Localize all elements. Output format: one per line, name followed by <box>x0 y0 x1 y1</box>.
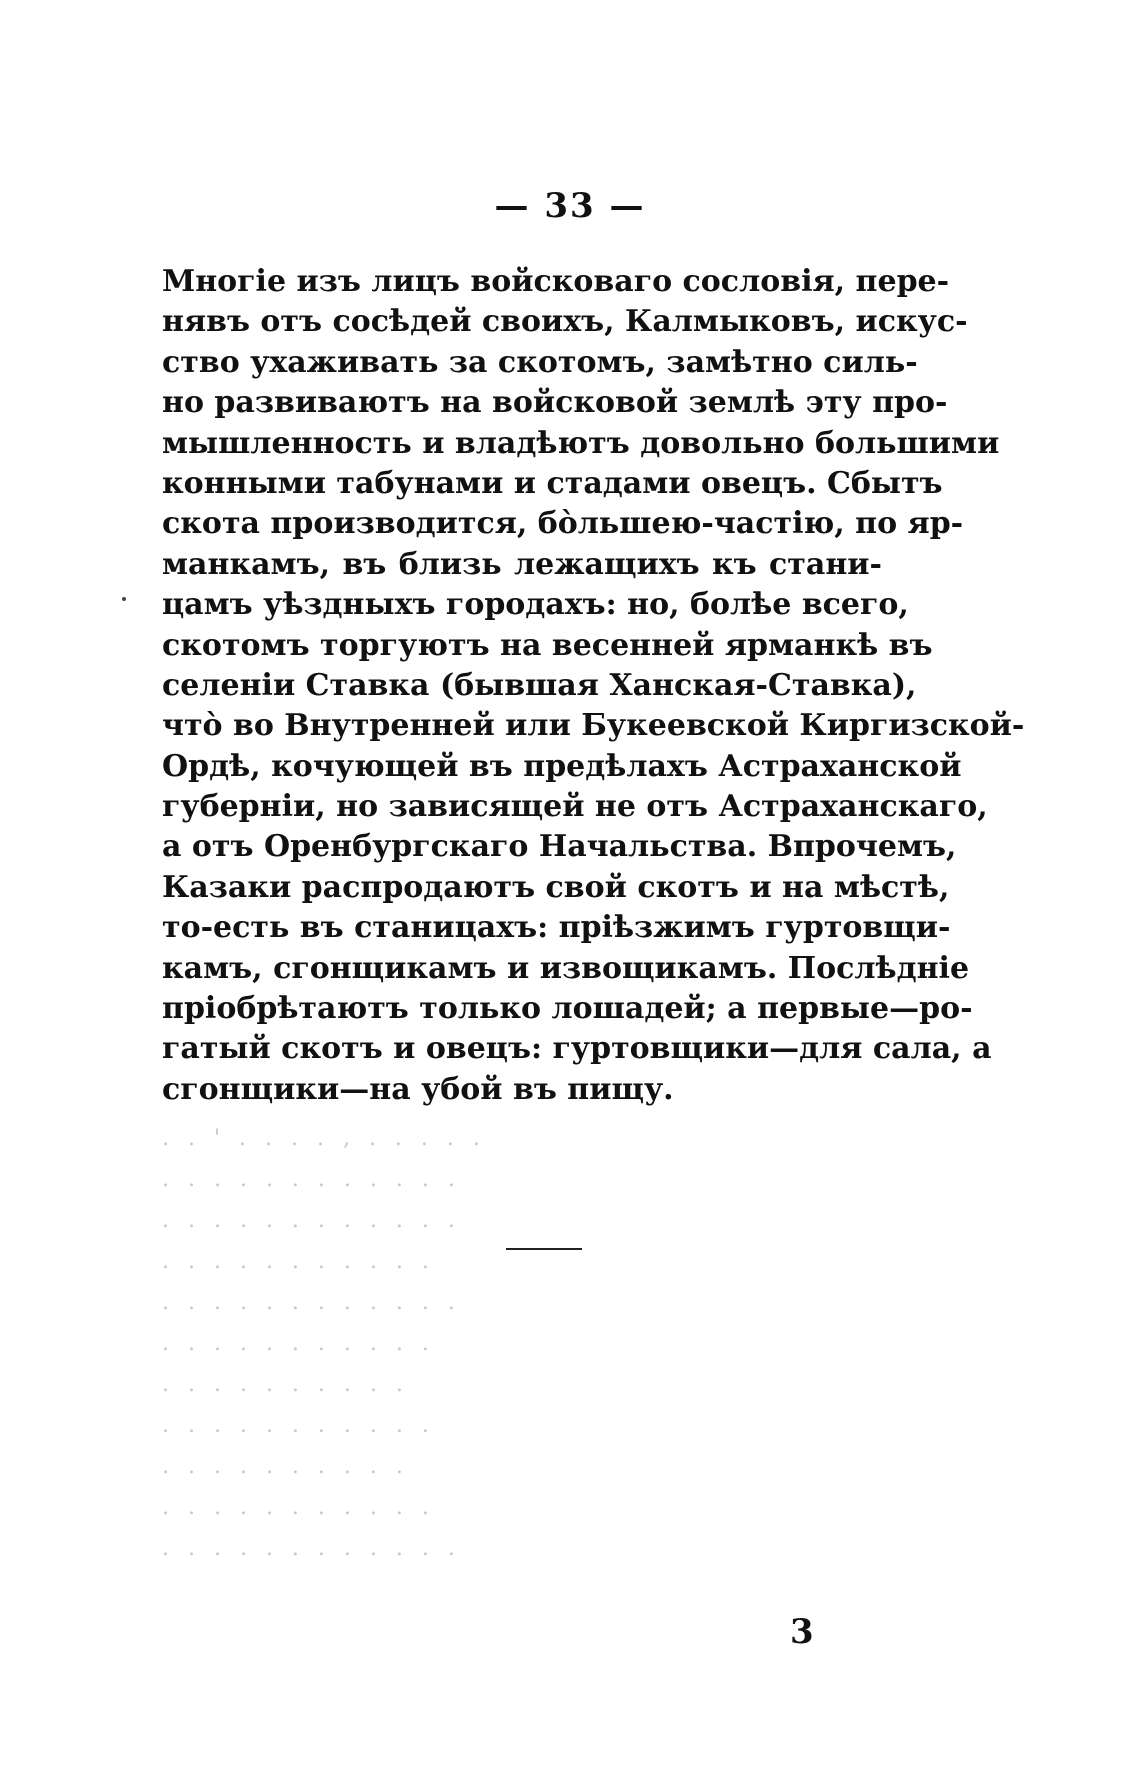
bleed-through-line: . . ' . . . . , . . . . . <box>162 1126 486 1151</box>
text-line: скота производится, бòльшею-частiю, по яр- <box>162 506 964 542</box>
bleed-through-line: . . . . . . . . . . . <box>162 1495 435 1520</box>
bleed-through-line: . . . . . . . . . . . . <box>162 1208 461 1233</box>
text-line: скотомъ торгуютъ на весенней ярманкѣ въ <box>162 627 933 663</box>
text-line: камъ, сгонщикамъ и извощикамъ. Послѣднiе <box>162 950 970 986</box>
text-line: конными табунами и стадами овецъ. Сбытъ <box>162 465 943 501</box>
bleed-through-line: . . . . . . . . . . . . <box>162 1167 461 1192</box>
bleed-through-line: . . . . . . . . . . . <box>162 1413 435 1438</box>
signature-mark: 3 <box>790 1612 814 1652</box>
text-line: цамъ уѣздныхъ городахъ: но, болѣе всего, <box>162 587 909 623</box>
bleed-through-line: . . . . . . . . . . <box>162 1372 409 1397</box>
text-line: Ордѣ, кочующей въ предѣлахъ Астраханской <box>162 748 962 784</box>
text-line: но развиваютъ на войсковой землѣ эту про- <box>162 385 948 421</box>
section-divider <box>506 1248 582 1250</box>
page-number: — 33 — <box>494 186 646 226</box>
bleed-through-line: . . . . . . . . . . . <box>162 1331 435 1356</box>
text-line: Казаки распродаютъ свой скотъ и на мѣстѣ, <box>162 869 950 905</box>
body-text <box>162 262 1025 1110</box>
text-line: прiобрѣтаютъ только лошадей; а первые—ро- <box>162 991 973 1027</box>
text-line: ство ухаживать за скотомъ, замѣтно силь- <box>162 344 918 380</box>
bleed-through-line: . . . . . . . . . . . . <box>162 1290 461 1315</box>
text-line: губернiи, но зависящей не отъ Астраханскаго, <box>162 789 988 825</box>
bleed-through-line: . . . . . . . . . . <box>162 1454 409 1479</box>
text-line: гатый скотъ и овецъ: гуртовщики—для сала, а <box>162 1031 992 1067</box>
text-line: то-есть въ станицахъ: прiѣзжимъ гуртовщи- <box>162 910 951 946</box>
text-line: сгонщики—на убой въ пищу. <box>162 1071 674 1107</box>
text-line: Многiе изъ лицъ войсковаго сословiя, пере- <box>162 264 950 299</box>
bleed-through-line: . . . . . . . . . . . <box>162 1249 435 1274</box>
text-line: а отъ Оренбургскаго Начальства. Впрочемъ, <box>162 829 957 865</box>
bleed-through-text <box>162 1118 882 1569</box>
margin-mark <box>122 597 126 601</box>
bleed-through-line: . . . . . . . . . . . . <box>162 1536 461 1561</box>
text-line: чтò во Внутренней или Букеевской Киргизской- <box>162 708 1025 744</box>
text-line: селенiи Ставка (бывшая Ханская-Ставка), <box>162 667 917 703</box>
text-line: манкамъ, въ близь лежащихъ къ стани- <box>162 546 882 582</box>
text-line: мышленность и владѣютъ довольно большими <box>162 425 1000 461</box>
text-line: нявъ отъ сосѣдей своихъ, Калмыковъ, искус- <box>162 304 968 340</box>
